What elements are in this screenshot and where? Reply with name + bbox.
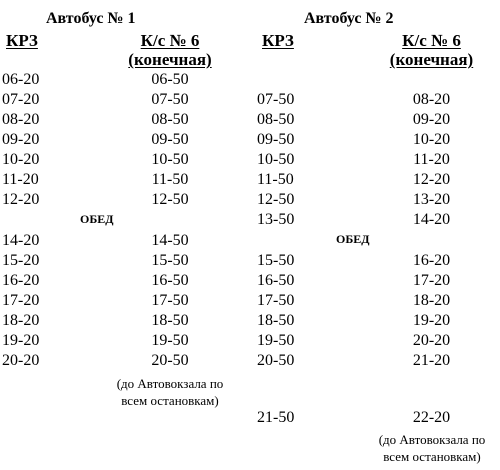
bus2-krz-time: 16-50 (257, 272, 295, 289)
bus2-route-note (365, 431, 499, 465)
bus1-krz-time: 12-20 (2, 191, 40, 208)
bus2-krz-time: 08-50 (257, 111, 295, 128)
bus1-terminal-time: 06-50 (151, 71, 189, 88)
bus2-krz-time: 15-50 (257, 252, 295, 269)
bus2-terminal-time: 20-20 (412, 332, 451, 349)
bus1-krz-time: 06-20 (2, 71, 40, 88)
bus2-terminal-time: 19-20 (412, 312, 451, 329)
bus1-terminal-time: 16-50 (151, 272, 189, 289)
bus2-krz-time: 11-50 (257, 171, 294, 188)
bus1-krz-time: 19-20 (2, 332, 40, 349)
bus1-terminal-time: 10-50 (151, 151, 189, 168)
bus2-terminal-time-last: 22-20 (412, 409, 451, 426)
bus1-lunch-break: ОБЕД (80, 212, 114, 226)
bus1-col-b-header-line2: (конечная) (128, 50, 212, 69)
bus2-route-note-line2: всем остановкам) (383, 449, 481, 464)
bus2-col-b-header-line2: (конечная) (389, 50, 474, 69)
bus2-terminal-time: 21-20 (412, 352, 451, 369)
bus2-krz-time: 12-50 (257, 191, 295, 208)
bus1-krz-time: 17-20 (2, 292, 40, 309)
bus2-terminal-time: 18-20 (412, 292, 451, 309)
bus2-krz-time: 17-50 (257, 292, 295, 309)
bus2-krz-time: 20-50 (257, 352, 295, 369)
bus2-krz-time: 18-50 (257, 312, 295, 329)
bus2-krz-time: 10-50 (257, 151, 295, 168)
bus1-krz-time: 15-20 (2, 252, 40, 269)
bus1-krz-time: 08-20 (2, 111, 40, 128)
bus1-col-b-header-line1: К/с № 6 (140, 31, 200, 50)
bus1-krz-time: 10-20 (2, 151, 40, 168)
bus1-terminal-time: 19-50 (151, 332, 189, 349)
bus2-krz-time: 09-50 (257, 131, 295, 148)
bus2-krz-time: 07-50 (257, 91, 295, 108)
bus2-terminal-time: 17-20 (412, 272, 451, 289)
bus1-terminal-time: 14-50 (151, 232, 189, 249)
bus2-col-b-header-line1: К/с № 6 (402, 31, 461, 50)
bus1-krz-time: 11-20 (2, 171, 39, 188)
bus2-terminal-time: 16-20 (412, 252, 451, 269)
bus1-route-note-line1: (до Автовокзала по (116, 376, 224, 391)
bus2-lunch-break: ОБЕД (336, 232, 370, 246)
bus2-krz-time: 13-50 (257, 211, 295, 228)
bus1-terminal-time: 08-50 (151, 111, 189, 128)
bus2-krz-time: 19-50 (257, 332, 295, 349)
bus1-terminal-time: 09-50 (151, 131, 189, 148)
bus1-route-note-line2: всем остановкам) (121, 393, 219, 408)
bus1-title: Автобус № 1 (46, 10, 136, 27)
bus1-terminal-time: 18-50 (151, 312, 189, 329)
bus2-terminal-time: 08-20 (412, 91, 451, 108)
bus2-terminal-time: 10-20 (412, 131, 451, 148)
bus2-terminal-time: 13-20 (412, 191, 451, 208)
bus2-terminal-time: 12-20 (412, 171, 451, 188)
bus1-terminal-time: 17-50 (151, 292, 189, 309)
bus2-terminal-time: 09-20 (412, 111, 451, 128)
bus1-route-note (104, 375, 236, 409)
bus1-col-a-header: КРЗ (6, 31, 38, 50)
bus1-terminal-time: 15-50 (151, 252, 189, 269)
bus2-terminal-time: 14-20 (412, 211, 451, 228)
bus2-col-a-header: КРЗ (262, 31, 294, 50)
bus1-terminal-time: 20-50 (151, 352, 189, 369)
bus1-krz-time: 14-20 (2, 232, 40, 249)
bus1-krz-time: 07-20 (2, 91, 40, 108)
bus2-terminal-time: 11-20 (413, 151, 450, 168)
bus1-terminal-time: 11-50 (151, 171, 189, 188)
bus1-krz-time: 20-20 (2, 352, 40, 369)
bus1-krz-time: 09-20 (2, 131, 40, 148)
bus1-krz-time: 16-20 (2, 272, 40, 289)
bus1-krz-time: 18-20 (2, 312, 40, 329)
bus2-route-note-line1: (до Автовокзала по (378, 432, 486, 447)
bus1-terminal-time: 07-50 (151, 91, 189, 108)
bus2-krz-time-last: 21-50 (257, 409, 295, 426)
bus2-title: Автобус № 2 (304, 10, 394, 27)
bus1-terminal-time: 12-50 (151, 191, 189, 208)
